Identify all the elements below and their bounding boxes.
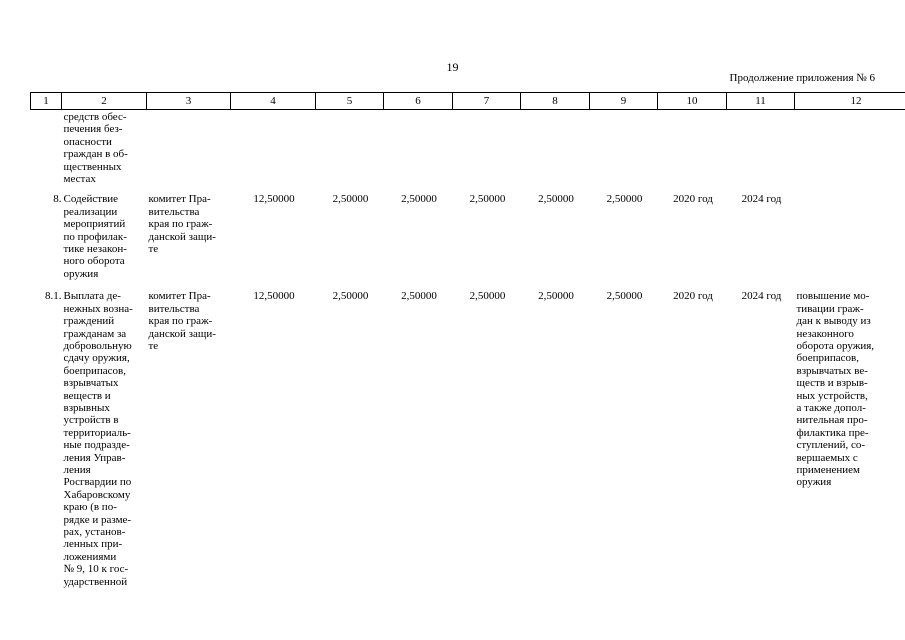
executor: комитет Пра- вительства края по граж- данской защи- те <box>148 193 216 256</box>
funding-year: 2,50000 <box>469 193 506 206</box>
column-header: 5 <box>316 93 384 110</box>
column-header: 9 <box>590 93 658 110</box>
funding-year: 2,50000 <box>332 290 369 303</box>
end-year <box>727 110 795 192</box>
column-header: 2 <box>62 93 147 110</box>
column-header: 4 <box>231 93 316 110</box>
funding-year: 2,50000 <box>401 290 437 303</box>
column-header: 12 <box>795 93 905 110</box>
column-header: 1 <box>31 93 62 110</box>
funding-year: 2,50000 <box>606 193 643 206</box>
funding-year: 2,50000 <box>606 290 643 303</box>
column-header: 6 <box>384 93 453 110</box>
row-number: 8.1. <box>45 290 62 303</box>
funding-year <box>384 110 453 192</box>
column-header: 11 <box>727 93 795 110</box>
appendix-continuation-label: Продолжение приложения № 6 <box>729 72 875 84</box>
funding-year: 2,50000 <box>469 290 506 303</box>
executor <box>147 110 231 192</box>
expected-result <box>795 110 905 192</box>
funding-year: 2,50000 <box>401 193 437 206</box>
end-year: 2024 год <box>741 193 782 206</box>
funding-total <box>231 110 316 192</box>
program-measures-table <box>30 92 905 588</box>
column-header: 7 <box>453 93 521 110</box>
column-header: 3 <box>147 93 231 110</box>
column-header: 8 <box>521 93 590 110</box>
column-header: 10 <box>658 93 727 110</box>
page-number: 19 <box>446 60 459 74</box>
funding-year: 2,50000 <box>332 193 369 206</box>
table-row <box>31 110 905 192</box>
end-year: 2024 год <box>741 290 782 303</box>
measure-name: Выплата де- нежных возна- граждений гражданам за добровольную сдачу оружия, боеприпасов, взрывчатых веществ и взрывных устройств в территориаль- ные подразде- ления Управ- ления Росгвардии по Хабаровскому краю (в по- рядке и разме- рах, установ- ленных при- ложениями № 9, 10 к гос- ударственной <box>63 290 133 588</box>
row-number: 8. <box>53 193 62 206</box>
start-year <box>658 110 727 192</box>
funding-year <box>590 110 658 192</box>
funding-year: 2,50000 <box>538 193 574 206</box>
executor: комитет Пра- вительства края по граж- данской защи- те <box>148 290 216 352</box>
measure-name: средств обес- печения без- опасности граждан в об- щественных местах <box>63 111 128 186</box>
funding-year <box>316 110 384 192</box>
column-number-header-row <box>31 93 905 110</box>
funding-total: 12,50000 <box>253 290 295 303</box>
expected-result <box>795 191 905 288</box>
funding-year <box>453 110 521 192</box>
funding-total: 12,50000 <box>253 193 295 206</box>
funding-year: 2,50000 <box>538 290 574 303</box>
measure-name: Содействие реализации мероприятий по профилак- тике незакон- ного оборота оружия <box>63 193 127 280</box>
start-year: 2020 год <box>673 193 713 206</box>
expected-result: повышение мо- тивации граж- дан к выводу из незаконного оборота оружия, боеприпасов, взрывчатых ве- ществ и взрыв- ных устройств, а также допол- нительная про- филактика пре- ступлений, со- вершаемых с применением оружия <box>796 290 875 489</box>
start-year: 2020 год <box>673 290 713 303</box>
table-row <box>31 288 905 588</box>
table-row <box>31 191 905 288</box>
funding-year <box>521 110 590 192</box>
row-number <box>31 110 62 192</box>
